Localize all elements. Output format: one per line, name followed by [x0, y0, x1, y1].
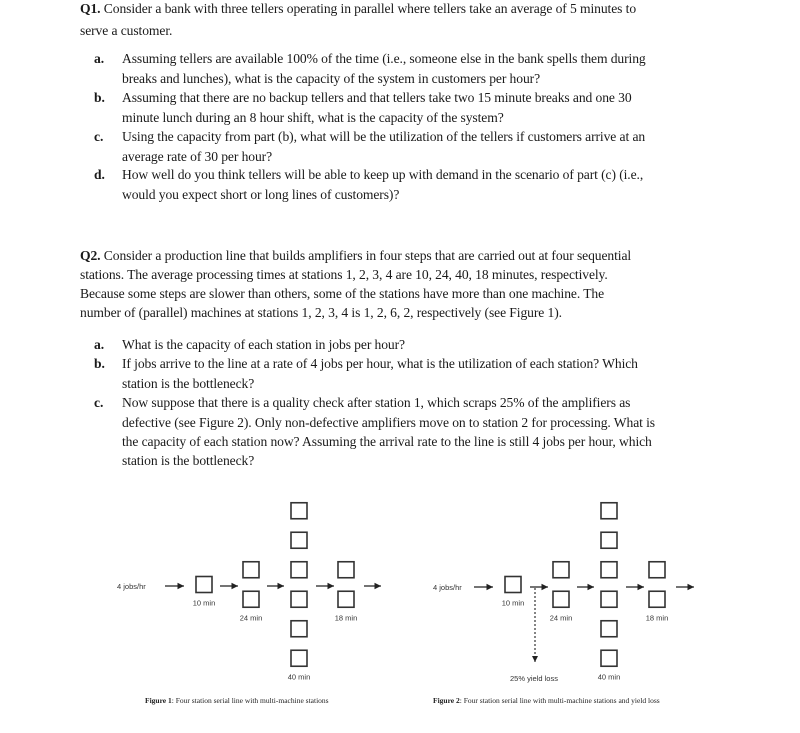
q1-item-c-line: Using the capacity from part (b), what will be the utilization of the tellers if customers arrive at an: [122, 129, 646, 144]
q1-item-c-label: c.: [94, 129, 104, 144]
q1-item-d-line: would you expect short or long lines of customers)?: [122, 187, 400, 202]
machine-box: [338, 562, 354, 578]
station-time-label: 40 min: [287, 672, 311, 682]
q1-number: Q1.: [80, 1, 101, 16]
q2-item-b-line: If jobs arrive to the line at a rate of 4 jobs per hour, what is the utilization of each station? Which: [122, 356, 638, 371]
machine-box: [291, 532, 307, 548]
station-time-label: 18 min: [334, 613, 358, 623]
figure-2-caption: [433, 696, 660, 705]
station-time-label: 24 min: [239, 613, 263, 623]
machine-box: [601, 532, 617, 548]
q2-item-b-line: station is the bottleneck?: [122, 376, 255, 391]
q2-item-a-label: a.: [94, 337, 105, 352]
station-4: [335, 562, 358, 623]
machine-box: [601, 621, 617, 637]
machine-box: [553, 562, 569, 578]
q2-item-c-line: the capacity of each station now? Assuming the arrival rate to the line is still 4 jobs per hour, which: [122, 434, 652, 449]
figure-2: [433, 503, 694, 705]
q2-item-c-line: station is the bottleneck?: [122, 453, 255, 468]
q1-item-a-line: Assuming tellers are available 100% of the time (i.e., someone else in the bank spells them during: [122, 51, 646, 66]
machine-box: [291, 650, 307, 666]
q2-item-c-line: defective (see Figure 2). Only non-defective amplifiers move on to station 2 for processing. What is: [122, 415, 655, 430]
station-3: [598, 503, 621, 682]
figure-1-caption-label: Figure 1: [145, 696, 172, 705]
q1-item-a-label: a.: [94, 51, 105, 66]
machine-box: [649, 591, 665, 607]
machine-box: [291, 621, 307, 637]
figure-1-caption-text: : Four station serial line with multi-machine stations: [171, 696, 329, 705]
q1-item-b-line: Assuming that there are no backup tellers and that tellers take two 15 minute breaks and one 30: [122, 90, 632, 105]
q1-item-a-line: breaks and lunches), what is the capacity of the system in customers per hour?: [122, 71, 541, 86]
figure-1-input-label: 4 jobs/hr: [117, 582, 146, 591]
q2-line-4: number of (parallel) machines at stations 1, 2, 3, 4 is 1, 2, 6, 2, respectively (see Figure 1).: [80, 305, 562, 320]
machine-box: [553, 591, 569, 607]
machine-box: [601, 650, 617, 666]
station-time-label: 10 min: [192, 598, 216, 608]
figure-2-yield-loss-label: 25% yield loss: [510, 674, 558, 683]
q1-item-d-label: d.: [94, 167, 105, 182]
station-time-label: 24 min: [549, 613, 573, 623]
q1-item-d-line: How well do you think tellers will be able to keep up with demand in the scenario of part (c) (i.e.,: [122, 167, 644, 182]
figure-2-caption-label: Figure 2: [433, 696, 460, 705]
station-time-label: 40 min: [597, 672, 621, 682]
q1-item-c-line: average rate of 30 per hour?: [122, 149, 273, 164]
machine-box: [505, 577, 521, 593]
machine-box: [291, 503, 307, 519]
station-1: [193, 577, 216, 608]
q2-item-c-line: Now suppose that there is a quality check after station 1, which scraps 25% of the amplifiers as: [122, 395, 631, 410]
machine-box: [291, 591, 307, 607]
machine-box: [196, 577, 212, 593]
q2-line-3: Because some steps are slower than others, some of the stations have more than one machine. The: [80, 286, 605, 301]
q2-item-b-label: b.: [94, 356, 105, 371]
machine-box: [649, 562, 665, 578]
machine-box: [601, 503, 617, 519]
station-3: [288, 503, 311, 682]
machine-box: [338, 591, 354, 607]
q1-text: Consider a bank with three tellers operating in parallel where tellers take an average of 5 minutes to: [103, 1, 637, 16]
figure-2-input-label: 4 jobs/hr: [433, 583, 462, 592]
machine-box: [291, 562, 307, 578]
station-time-label: 10 min: [501, 598, 525, 608]
machine-box: [243, 562, 259, 578]
station-2: [550, 562, 573, 623]
q2-item-a-line: What is the capacity of each station in jobs per hour?: [122, 337, 405, 352]
q1-line-2: serve a customer.: [80, 23, 173, 38]
q1-item-b-line: minute lunch during an 8 hour shift, what is the capacity of the system?: [122, 110, 504, 125]
station-2: [240, 562, 263, 623]
station-4: [646, 562, 669, 623]
q1-item-b-label: b.: [94, 90, 105, 105]
figure-2-caption-text: : Four station serial line with multi-machine stations and yield loss: [459, 696, 660, 705]
figure-1: [117, 503, 381, 705]
machine-box: [243, 591, 259, 607]
station-1: [502, 577, 525, 608]
figure-1-caption: [145, 696, 329, 705]
q2-line-2: stations. The average processing times at stations 1, 2, 3, 4 are 10, 24, 40, 18 minutes, respectively.: [80, 267, 608, 282]
q2-item-c-label: c.: [94, 395, 104, 410]
machine-box: [601, 591, 617, 607]
q2-number: Q2.: [80, 248, 101, 263]
q2-text: Consider a production line that builds amplifiers in four steps that are carried out at four sequential: [103, 248, 632, 263]
station-time-label: 18 min: [645, 613, 669, 623]
machine-box: [601, 562, 617, 578]
